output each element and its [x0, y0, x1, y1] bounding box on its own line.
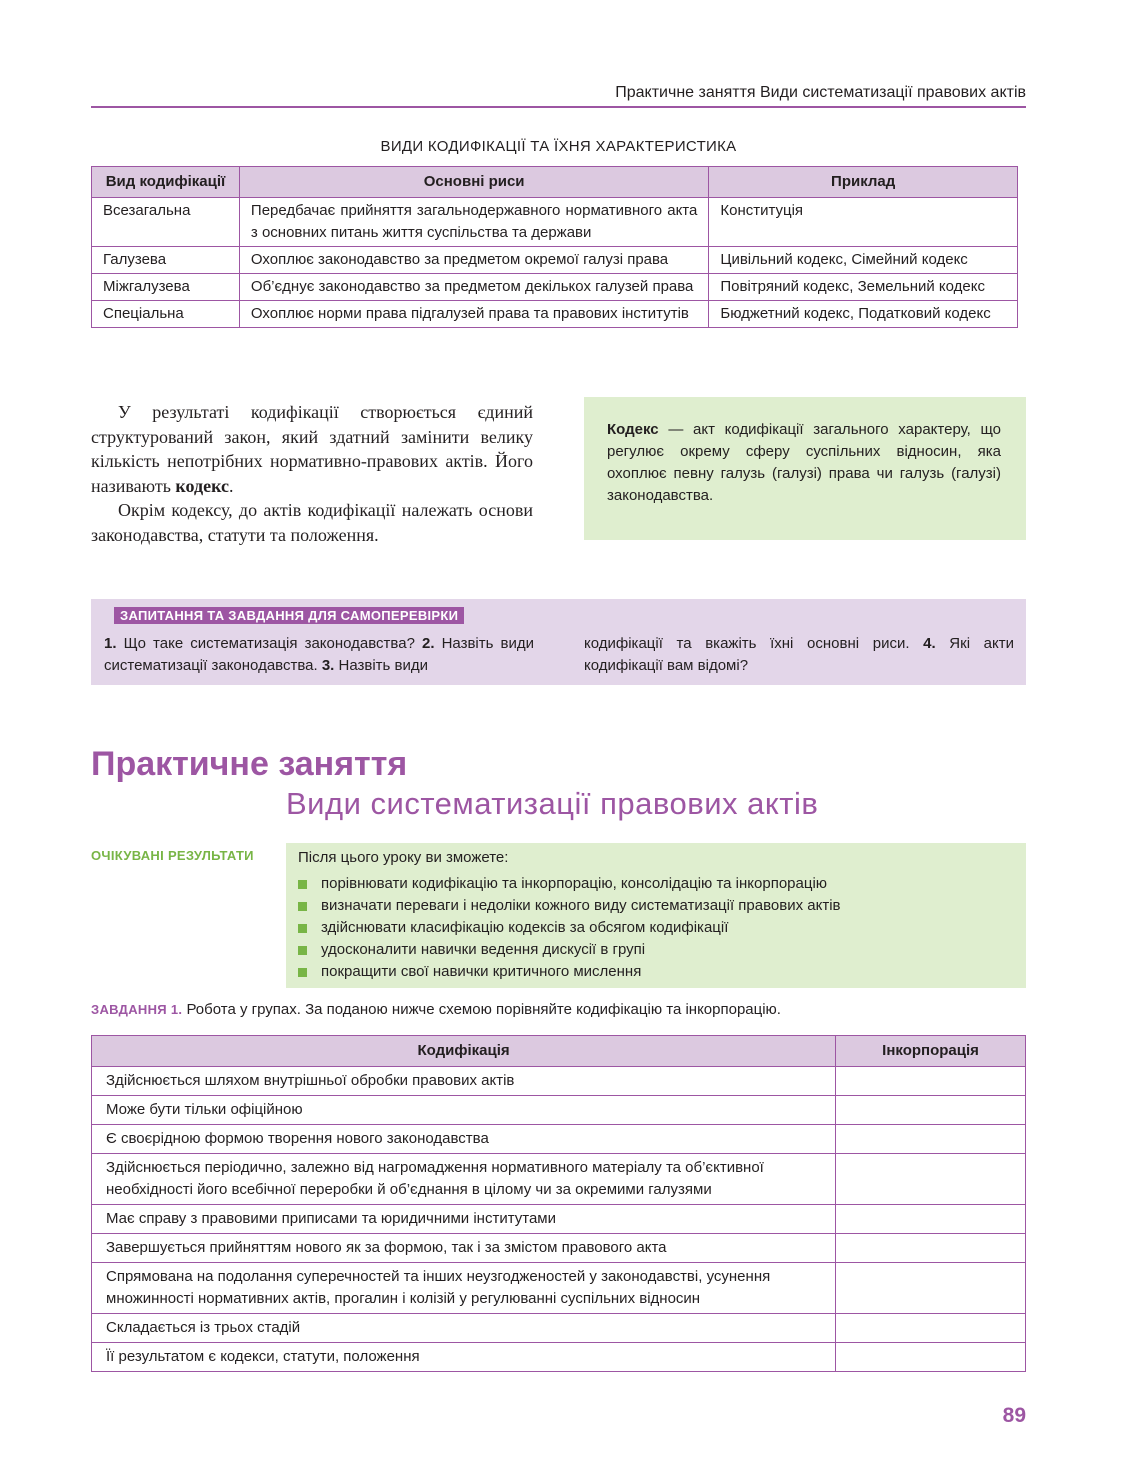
codification-example: Конституція	[709, 198, 1018, 247]
question-number: 2.	[422, 635, 435, 652]
page-number: 89	[1002, 1404, 1026, 1427]
paragraph-text: У результаті кодифікації створюється єдиний структурований закон, який здатний замінити велику кількість непотрібних нормативно-правових актів. Його називають	[91, 402, 533, 496]
question-text: Які акти кодифікації вам відомі?	[584, 635, 1014, 674]
table-header-row	[92, 1036, 1026, 1067]
square-bullet-icon	[298, 902, 307, 911]
table-row	[92, 198, 1018, 247]
feature-cell: Здійснюється шляхом внутрішньої обробки правових актів	[92, 1067, 836, 1096]
square-bullet-icon	[298, 946, 307, 955]
paragraph-text: .	[229, 475, 234, 496]
table-row	[92, 1234, 1026, 1263]
codification-features: Охоплює законодавство за предметом окремої галузі права	[239, 247, 708, 274]
task-text: Робота у групах. За поданою нижче схемою порівняйте кодифікацію та інкорпорацію.	[182, 1001, 781, 1018]
answer-cell	[836, 1205, 1026, 1234]
square-bullet-icon	[298, 924, 307, 933]
table-header-row	[92, 167, 1018, 198]
list-item	[298, 873, 841, 895]
list-item	[298, 961, 841, 983]
table-row	[92, 1096, 1026, 1125]
table-row	[92, 301, 1018, 328]
feature-cell: Спрямована на подолання суперечностей та інших неузгодженостей у законодавстві, усунення множинності нормативних актів, прогалин і колізій у регулюванні суспільних відносин	[92, 1263, 836, 1314]
expected-results-intro: Після цього уроку ви зможете:	[298, 849, 509, 866]
answer-cell	[836, 1125, 1026, 1154]
feature-cell: Має справу з правовими приписами та юридичними інститутами	[92, 1205, 836, 1234]
expected-results-list	[298, 873, 841, 983]
definition-term: Кодекс	[607, 421, 659, 438]
column-header-example: Приклад	[709, 167, 1018, 198]
list-item-text: удосконалити навички ведення дискусії в групі	[321, 941, 646, 958]
list-item-text: покращити свої навички критичного мислення	[321, 963, 642, 980]
feature-cell: Її результатом є кодекси, статути, положення	[92, 1343, 836, 1372]
feature-cell: Завершується прийняттям нового як за формою, так і за змістом правового акта	[92, 1234, 836, 1263]
question-text: Назвіть види	[334, 657, 429, 674]
table-row	[92, 1205, 1026, 1234]
feature-cell: Складається із трьох стадій	[92, 1314, 836, 1343]
codification-type: Галузева	[92, 247, 240, 274]
codification-example: Бюджетний кодекс, Податковий кодекс	[709, 301, 1018, 328]
answer-cell	[836, 1343, 1026, 1372]
codification-features: Передбачає прийняття загальнодержавного нормативного акта з основних питань життя суспільства та держави	[239, 198, 708, 247]
answer-cell	[836, 1314, 1026, 1343]
question-text: Що таке систематизація законодавства?	[116, 635, 422, 652]
answer-cell	[836, 1067, 1026, 1096]
paragraph	[91, 400, 533, 498]
feature-cell: Здійснюється періодично, залежно від нагромадження нормативного матеріалу та об’єктивної необхідності його всебічної переробки й об’єднання в цілому чи за окремими галузями	[92, 1154, 836, 1205]
paragraph: Окрім кодексу, до актів кодифікації належать основи законодавства, статути та положення.	[91, 500, 533, 545]
square-bullet-icon	[298, 880, 307, 889]
definition-body: — акт кодифікації загального характеру, що регулює окрему сферу суспільних відносин, яка охоплює певну галузь (галузі) права чи галузь (галузі) законодавства.	[607, 421, 1001, 504]
list-item-text: визначати переваги і недоліки кожного виду систематизації правових актів	[321, 897, 841, 914]
table-row	[92, 274, 1018, 301]
codification-table-title: ВИДИ КОДИФІКАЦІЇ ТА ЇХНЯ ХАРАКТЕРИСТИКА	[380, 138, 737, 155]
lesson-subtitle: Види систематизації правових актів	[286, 786, 819, 821]
self-check-questions-left	[104, 633, 534, 677]
running-header: Практичне заняття Види систематизації правових актів	[615, 84, 1026, 101]
answer-cell	[836, 1096, 1026, 1125]
task-1-instruction	[91, 999, 781, 1021]
bold-term: кодекс	[175, 475, 230, 496]
question-number: 3.	[321, 657, 335, 674]
task-label: ЗАВДАННЯ 1.	[91, 1002, 183, 1017]
question-number: 4.	[923, 635, 936, 652]
table-row	[92, 1314, 1026, 1343]
definition-text	[607, 419, 1001, 507]
header-divider	[91, 106, 1026, 108]
table-row	[92, 1343, 1026, 1372]
column-header-features: Основні риси	[239, 167, 708, 198]
list-item	[298, 939, 841, 961]
answer-cell	[836, 1263, 1026, 1314]
codification-type: Всезагальна	[92, 198, 240, 247]
self-check-questions-right	[584, 633, 1014, 677]
lesson-title: Практичне заняття	[91, 745, 408, 783]
codification-example: Цивільний кодекс, Сімейний кодекс	[709, 247, 1018, 274]
list-item	[298, 895, 841, 917]
question-text: Назвіть види систематизації законодавства.	[104, 635, 535, 674]
codification-type: Спеціальна	[92, 301, 240, 328]
codification-table	[91, 166, 1018, 328]
table-row	[92, 247, 1018, 274]
table-row	[92, 1154, 1026, 1205]
table-row	[92, 1125, 1026, 1154]
body-text	[91, 400, 533, 547]
column-header-type: Вид кодифікації	[92, 167, 240, 198]
column-header-incorporation: Інкорпорація	[836, 1036, 1026, 1067]
codification-type: Міжгалузева	[92, 274, 240, 301]
answer-cell	[836, 1154, 1026, 1205]
table-row	[92, 1067, 1026, 1096]
list-item	[298, 917, 841, 939]
square-bullet-icon	[298, 968, 307, 977]
question-text: кодифікації та вкажіть їхні основні риси.	[584, 635, 924, 652]
codification-features: Охоплює норми права підгалузей права та правових інститутів	[239, 301, 708, 328]
definition-box	[584, 397, 1026, 540]
self-check-box	[91, 599, 1026, 685]
table-row	[92, 1263, 1026, 1314]
question-number: 1.	[104, 635, 117, 652]
codification-example: Повітряний кодекс, Земельний кодекс	[709, 274, 1018, 301]
expected-results-box	[286, 843, 1026, 988]
codification-features: Об’єднує законодавство за предметом декількох галузей права	[239, 274, 708, 301]
comparison-table	[91, 1035, 1026, 1372]
self-check-label: ЗАПИТАННЯ ТА ЗАВДАННЯ ДЛЯ САМОПЕРЕВІРКИ	[114, 607, 464, 624]
column-header-codification: Кодифікація	[92, 1036, 836, 1067]
answer-cell	[836, 1234, 1026, 1263]
feature-cell: Може бути тільки офіційною	[92, 1096, 836, 1125]
expected-results-label: ОЧІКУВАНІ РЕЗУЛЬТАТИ	[91, 848, 254, 863]
list-item-text: порівнювати кодифікацію та інкорпорацію, консолідацію та інкорпорацію	[321, 875, 828, 892]
list-item-text: здійснювати класифікацію кодексів за обсягом кодифікації	[321, 919, 729, 936]
feature-cell: Є своєрідною формою творення нового законодавства	[92, 1125, 836, 1154]
